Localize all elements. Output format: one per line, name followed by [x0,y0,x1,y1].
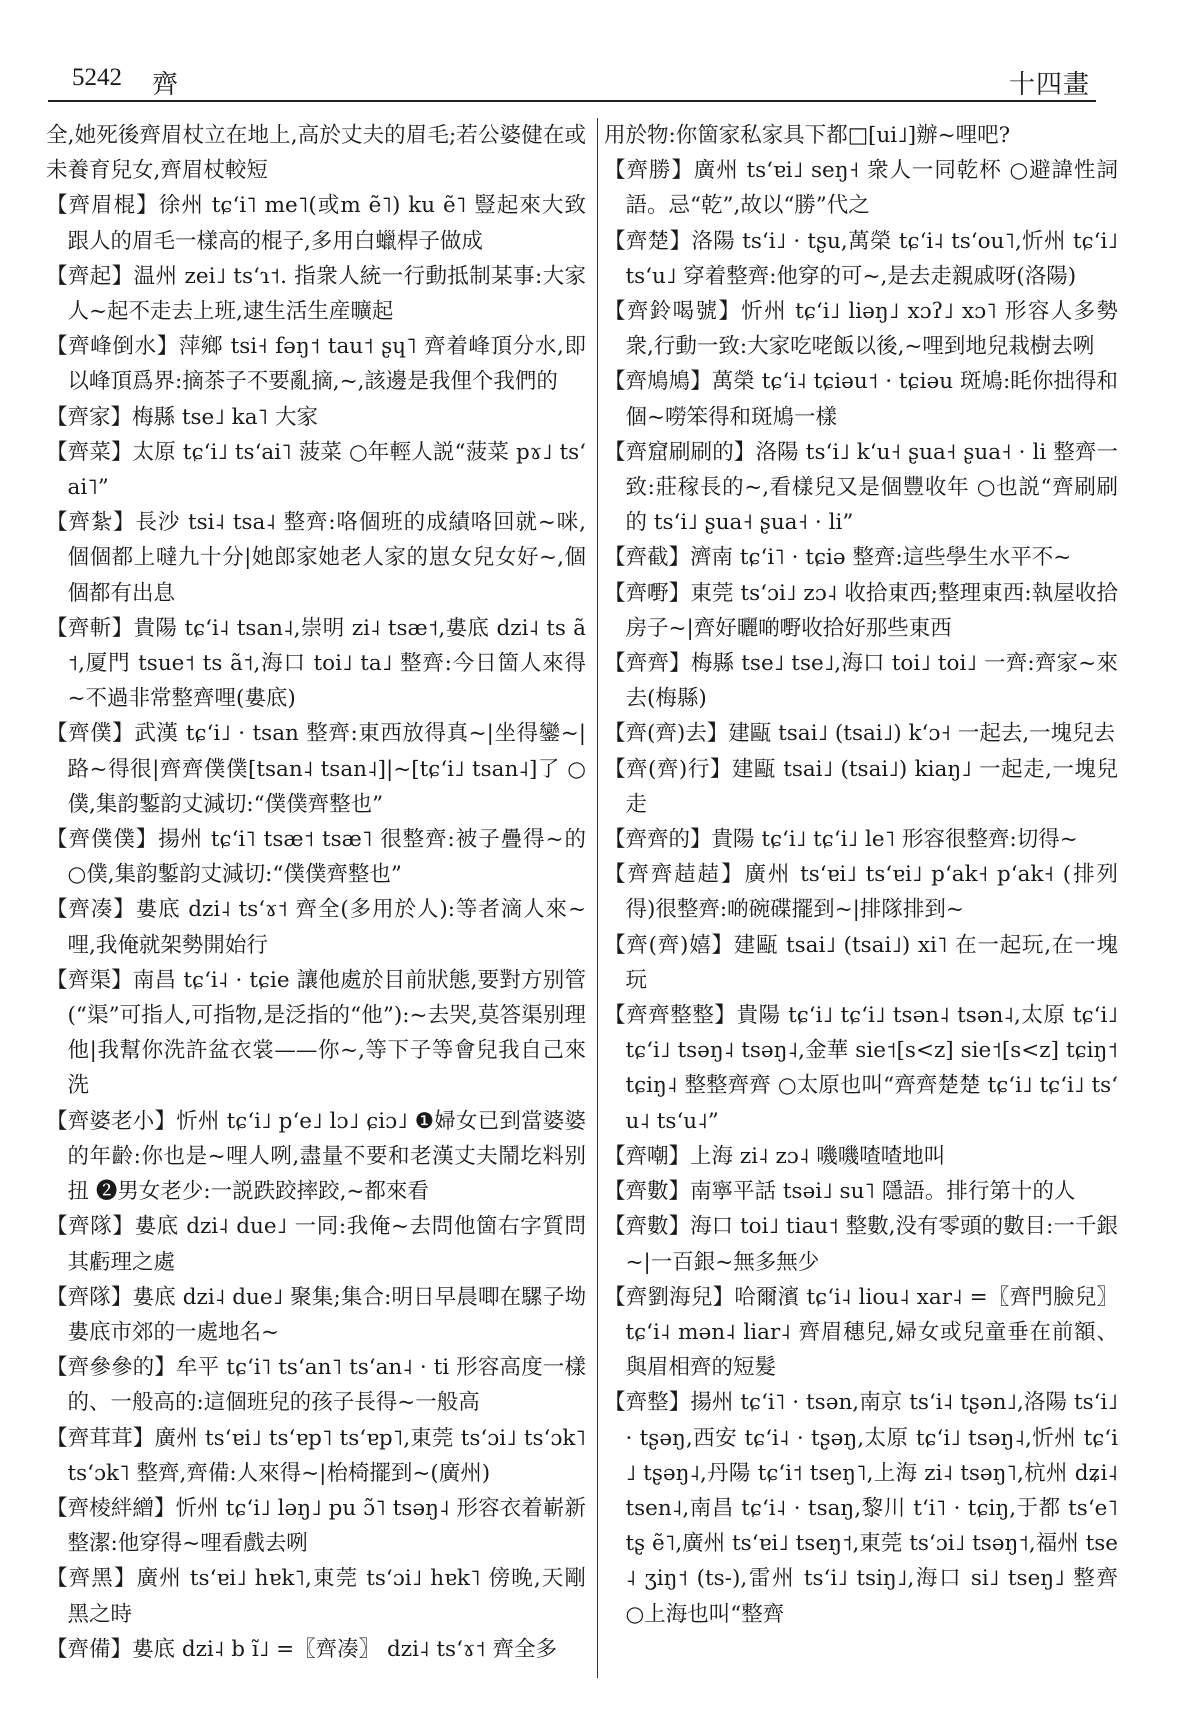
dictionary-entry: 【齊窟刷刷的】洛陽 tsʻi˩ kʻu˧ ʂua˧ ʂua˧ · li 整齊一致:莊稼長的~,看樣兒又是個豐收年 ○也説“齊刷刷的 tsʻi˩ ʂua˧ ʂua˧ · li” [604,439,1118,536]
dictionary-entry: 【齊嘢】東莞 tsʻɔi˩ zɔ˨ 收拾東西;整理東西:執屋收拾房子~|齊好曬啲嘢收拾好那些東西 [604,580,1118,641]
dictionary-entry: 【齊隊】婁底 dzi˨ due˩ 聚集;集合:明日早晨唧在騾子坳婁底市郊的一處地名~ [46,1284,586,1345]
head-character: 齊 [152,70,179,100]
dictionary-entry: 【齊僕僕】揚州 tɕʻi˥ tsæ˦ tsæ˥ 很整齊:被子疊得~的 ○僕,集韵鏨韵丈減切:“僕僕齊整也” [46,827,586,888]
dictionary-entry: 【齊婆老小】忻州 tɕʻi˩ pʻe˩ lɔ˩ ɕiɔ˩ ❶婦女已到當婆婆的年齡:你也是~哩人咧,盡量不要和老漢丈夫鬧圪料别扭 ❷男女老少:一説跌跤摔跤,~都來看 [46,1108,586,1205]
dictionary-entry: 【齊鳩鳩】萬榮 tɕʻi˨ tɕiəu˦ · tɕiəu 斑鳩:眊你拙得和個~嘮笨得和斑鳩一樣 [604,369,1118,430]
stroke-section: 十四畫 [1008,70,1090,100]
dictionary-entry: 【齊起】温州 zei˩ tsʻɿ˦. 指衆人統一行動抵制某事:大家人~起不走去上班,逮生活生産曠起 [46,263,586,325]
dictionary-entry: 【齊嘲】上海 zi˨ zɔ˨ 嘰嘰喳喳地叫 [604,1143,946,1169]
dictionary-entry: 用於物:你箇家私家具下都□[ui˩]辦~哩吧? [604,123,1011,148]
dictionary-entry: 【齊斬】貴陽 tɕʻi˨ tsan˨,崇明 zi˨ tsæ˦,婁底 dzi˨ ts ã˦,厦門 tsue˦ ts ã˦,海口 toi˩ ta˩ 整齊:今日箇人來得~不過非常整齊哩(婁底) [46,615,586,712]
dictionary-entry: 【齊整】揚州 tɕʻi˥ · tsən,南京 tsʻi˨ tʂən˩,洛陽 tsʻi˩ · tʂəŋ,西安 tɕʻi˨ · tʂəŋ,太原 tɕʻi˩ tsəŋ˨,忻州 tɕʻi˩ tʂəŋ˨,丹陽 tɕʻi˦ tseŋ˥,上海 zi˨ tsəŋ˥,杭州 dʑi˨ tsen˨,南昌 tɕʻi˨ · tsaŋ,黎川 tʻi˥ · tɕiŋ,于都 tsʻe˥ tʂ ẽ˥,廣州 tsʻɐi˩ tseŋ˦,東莞 tsʻɔi˩ tsəŋ˦,福州 tse˨ ʒiŋ˦ (ts-),雷州 tsʻi˩ tsiŋ˩,海口 si˩ tseŋ˩ 整齊 ○上海也叫“整齊 [604,1390,1118,1627]
dictionary-entry: 【齊(齊)去】建甌 tsai˩ (tsai˩) kʻɔ˧ 一起去,一塊兒去 [604,721,1116,747]
dictionary-entry: 【齊勝】廣州 tsʻɐi˩ seŋ˧ 衆人一同乾杯 ○避諱性詞語。忌“乾”,故以“勝”代之 [604,158,1118,219]
dictionary-entry: 全,她死後齊眉杖立在地上,高於丈夫的眉毛;若公婆健在或未養育兒女,齊眉杖較短 [46,123,586,184]
dictionary-entry: 【齊茸茸】廣州 tsʻɐi˩ tsʻɐp˥ tsʻɐp˥,東莞 tsʻɔi˩ tsʻɔk˥ tsʻɔk˥ 整齊,齊備:人來得~|枱椅擺到~(廣州) [46,1425,586,1486]
dictionary-entry: 【齊數】南寧平話 tsəi˩ su˥ 隱語。排行第十的人 [604,1179,1076,1205]
dictionary-entry: 【齊僕】武漢 tɕʻi˩ · tsan 整齊:東西放得真~|坐得鑾~|路~得很|齊齊僕僕[tsan˨ tsan˨]|~[tɕʻi˩ tsan˨]了 ○僕,集韵鏨韵丈減切:“僕僕齊整也” [46,721,586,817]
dictionary-entry: 【齊渠】南昌 tɕʻi˨ · tɕie 讓他處於目前狀態,要對方别管(“渠”可指人,可指物,是泛指的“他”):~去哭,莫答渠别理他|我幫你洗許盆衣裳——你~,等下子等會兒我自己來洗 [46,967,586,1099]
dictionary-entry: 【齊(齊)嬉】建甌 tsai˩ (tsai˩) xi˥ 在一起玩,在一塊玩 [604,932,1118,993]
dictionary-entry: 【齊楚】洛陽 tsʻi˩ · tʂu,萬榮 tɕʻi˨ tsʻou˥,忻州 tɕʻi˩ tsʻu˩ 穿着整齊:他穿的可~,是去走親戚呀(洛陽) [604,228,1118,289]
left-column [46,118,586,1667]
dictionary-entry: 【齊劉海兒】哈爾濱 tɕʻi˨ liou˨ xar˨ =〖齊門臉兒〗 tɕʻi˨ mən˨ liar˨ 齊眉穗兒,婦女或兒童垂在前額、與眉相齊的短髮 [604,1284,1118,1381]
dictionary-entry: 【齊峰倒水】萍鄉 tsi˧ fəŋ˦ tau˦ ʂɥ˥ 齊着峰頂分水,即以峰頂爲界:摘茶子不要亂摘,~,該邊是我俚个我們的 [46,334,586,395]
dictionary-entry: 【齊隊】婁底 dzi˨ due˩ 一同:我俺~去問他箇右字質問其虧理之處 [46,1214,586,1275]
dictionary-entry: 【齊齊趌趌】廣州 tsʻɐi˩ tsʻɐi˩ pʻak˧ pʻak˧ (排列得)很整齊:啲碗碟擺到~|排隊排到~ [604,862,1118,923]
dictionary-entry: 【齊齊】梅縣 tse˩ tse˩,海口 toi˩ toi˩ 一齊:齊家~來去(梅縣) [604,651,1118,712]
dictionary-entry: 【齊備】婁底 dzi˨ b ĩ˩ =〖齊凑〗 dzi˨ tsʻɤ˦ 齊全多 [46,1636,557,1662]
dictionary-entry: 【齊眉棍】徐州 tɕʻi˥ me˥(或m ẽ˥) ku ẽ˥ 豎起來大致跟人的眉毛一樣高的棍子,多用白蠟桿子做成 [46,193,586,254]
right-column [604,118,1118,1632]
page-header [72,64,1090,104]
header-rule [48,100,1096,102]
dictionary-entry: 【齊黑】廣州 tsʻɐi˩ hɐk˥,東莞 tsʻɔi˩ hɐk˥ 傍晚,天剛黑之時 [46,1566,586,1627]
dictionary-entry: 【齊齊整整】貴陽 tɕʻi˩ tɕʻi˩ tsən˨ tsən˨,太原 tɕʻi˩ tɕʻi˩ tsəŋ˨ tsəŋ˨,金華 sie˦[s<z] sie˦[s<z] tɕiŋ˦ tɕiŋ˨ 整整齊齊 ○太原也叫“齊齊楚楚 tɕʻi˩ tɕʻi˩ tsʻu˨ tsʻu˨” [604,1003,1118,1134]
column-divider [597,118,598,1678]
dictionary-entry: 【齊紮】長沙 tsi˨ tsa˨ 整齊:咯個班的成績咯回就~咪,個個都上噠九十分|她郎家她老人家的崽女兒女好~,個個都有出息 [46,510,586,606]
dictionary-entry: 【齊截】濟南 tɕʻi˥ · tɕiə 整齊:這些學生水平不~ [604,545,1072,571]
dictionary-entry: 【齊鈴喝號】忻州 tɕʻi˩ liəŋ˩ xɔʔ˩ xɔ˥ 形容人多勢衆,行動一致:大家吃咾飯以後,~哩到地兒栽樹去咧 [604,299,1118,360]
dictionary-entry: 【齊凑】婁底 dzi˨ tsʻɤ˦ 齊全(多用於人):等者滴人來~哩,我俺就架勢開始行 [46,897,586,958]
dictionary-entry: 【齊數】海口 toi˩ tiau˦ 整數,没有零頭的數目:一千銀~|一百銀~無多無少 [604,1214,1118,1275]
dictionary-entry: 【齊菜】太原 tɕʻi˩ tsʻai˥ 菠菜 ○年輕人説“菠菜 pɤ˩ tsʻai˥” [46,439,586,501]
dictionary-entry: 【齊家】梅縣 tse˩ ka˥ 大家 [46,404,318,430]
dictionary-entry: 【齊棱絆繒】忻州 tɕʻi˩ ləŋ˩ pu ɔ̃˥ tsəŋ˨ 形容衣着嶄新整潔:他穿得~哩看戲去咧 [46,1495,586,1557]
page-number: 5242 [72,64,122,91]
dictionary-entry: 【齊齊的】貴陽 tɕʻi˩ tɕʻi˩ le˥ 形容很整齊:切得~ [604,827,1078,853]
dictionary-entry: 【齊(齊)行】建甌 tsai˩ (tsai˩) kiaŋ˩ 一起走,一塊兒走 [604,756,1118,817]
dictionary-entry: 【齊參參的】牟平 tɕʻi˥ tsʻan˥ tsʻan˨ · ti 形容高度一樣的、一般高的:這個班兒的孩子長得~一般高 [46,1355,586,1416]
